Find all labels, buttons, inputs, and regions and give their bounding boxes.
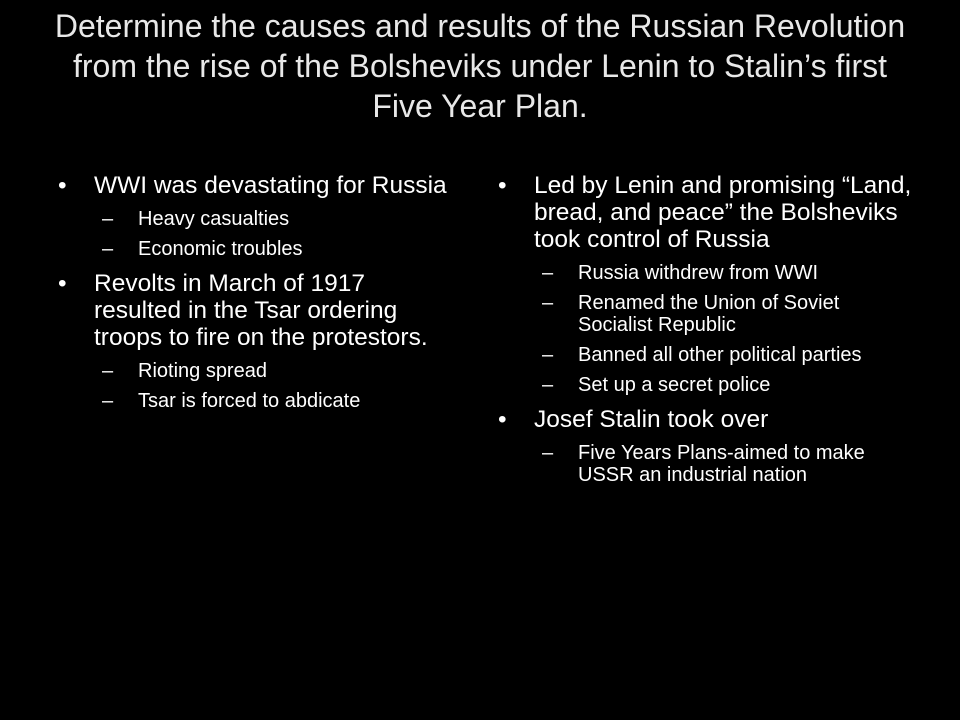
dash-icon: –	[542, 374, 554, 396]
sub-bullet-list	[534, 442, 913, 486]
bullet-item	[58, 172, 458, 260]
bullet-item	[58, 270, 458, 412]
sub-bullet-list	[534, 262, 913, 396]
sub-bullet-list	[94, 360, 458, 412]
bullet-item	[498, 406, 913, 486]
sub-bullet-item	[534, 344, 913, 366]
right-bullet-list	[498, 172, 913, 486]
sub-bullet-text: Renamed the Union of Soviet Socialist Republic	[578, 292, 840, 336]
dash-icon: –	[102, 238, 114, 260]
slide-title: Determine the causes and results of the Russian Revolution from the rise of the Bolsheviks under Lenin to Stalin’s first Five Year Plan.	[54, 8, 906, 124]
dash-icon: –	[542, 344, 554, 366]
sub-bullet-item	[534, 292, 913, 336]
sub-bullet-item	[94, 360, 458, 382]
bullet-icon: •	[498, 406, 507, 433]
dash-icon: –	[102, 390, 114, 412]
sub-bullet-text: Tsar is forced to abdicate	[138, 390, 361, 412]
dash-icon: –	[542, 262, 554, 284]
bullet-item	[498, 172, 913, 396]
dash-icon: –	[102, 208, 114, 230]
right-column	[498, 172, 913, 496]
bullet-text: WWI was devastating for Russia	[94, 172, 447, 199]
dash-icon: –	[102, 360, 114, 382]
sub-bullet-item	[534, 442, 913, 486]
sub-bullet-item	[534, 262, 913, 284]
sub-bullet-text: Rioting spread	[138, 360, 267, 382]
left-column	[58, 172, 458, 422]
bullet-icon: •	[58, 270, 67, 297]
sub-bullet-text: Russia withdrew from WWI	[578, 262, 819, 284]
dash-icon: –	[542, 442, 554, 464]
sub-bullet-text: Set up a secret police	[578, 374, 771, 396]
bullet-text: Revolts in March of 1917 resulted in the Tsar ordering troops to fire on the protestors.	[94, 270, 428, 351]
bullet-text: Josef Stalin took over	[534, 406, 769, 433]
left-bullet-list	[58, 172, 458, 412]
dash-icon: –	[542, 292, 554, 314]
sub-bullet-text: Five Years Plans-aimed to make USSR an industrial nation	[578, 442, 865, 486]
bullet-icon: •	[58, 172, 67, 199]
bullet-icon: •	[498, 172, 507, 199]
sub-bullet-item	[534, 374, 913, 396]
bullet-text: Led by Lenin and promising “Land, bread, and peace” the Bolsheviks took control of Russia	[534, 172, 912, 253]
sub-bullet-item	[94, 390, 458, 412]
sub-bullet-item	[94, 208, 458, 230]
sub-bullet-text: Banned all other political parties	[578, 344, 862, 366]
sub-bullet-item	[94, 238, 458, 260]
sub-bullet-text: Economic troubles	[138, 238, 303, 260]
sub-bullet-text: Heavy casualties	[138, 208, 290, 230]
sub-bullet-list	[94, 208, 458, 260]
